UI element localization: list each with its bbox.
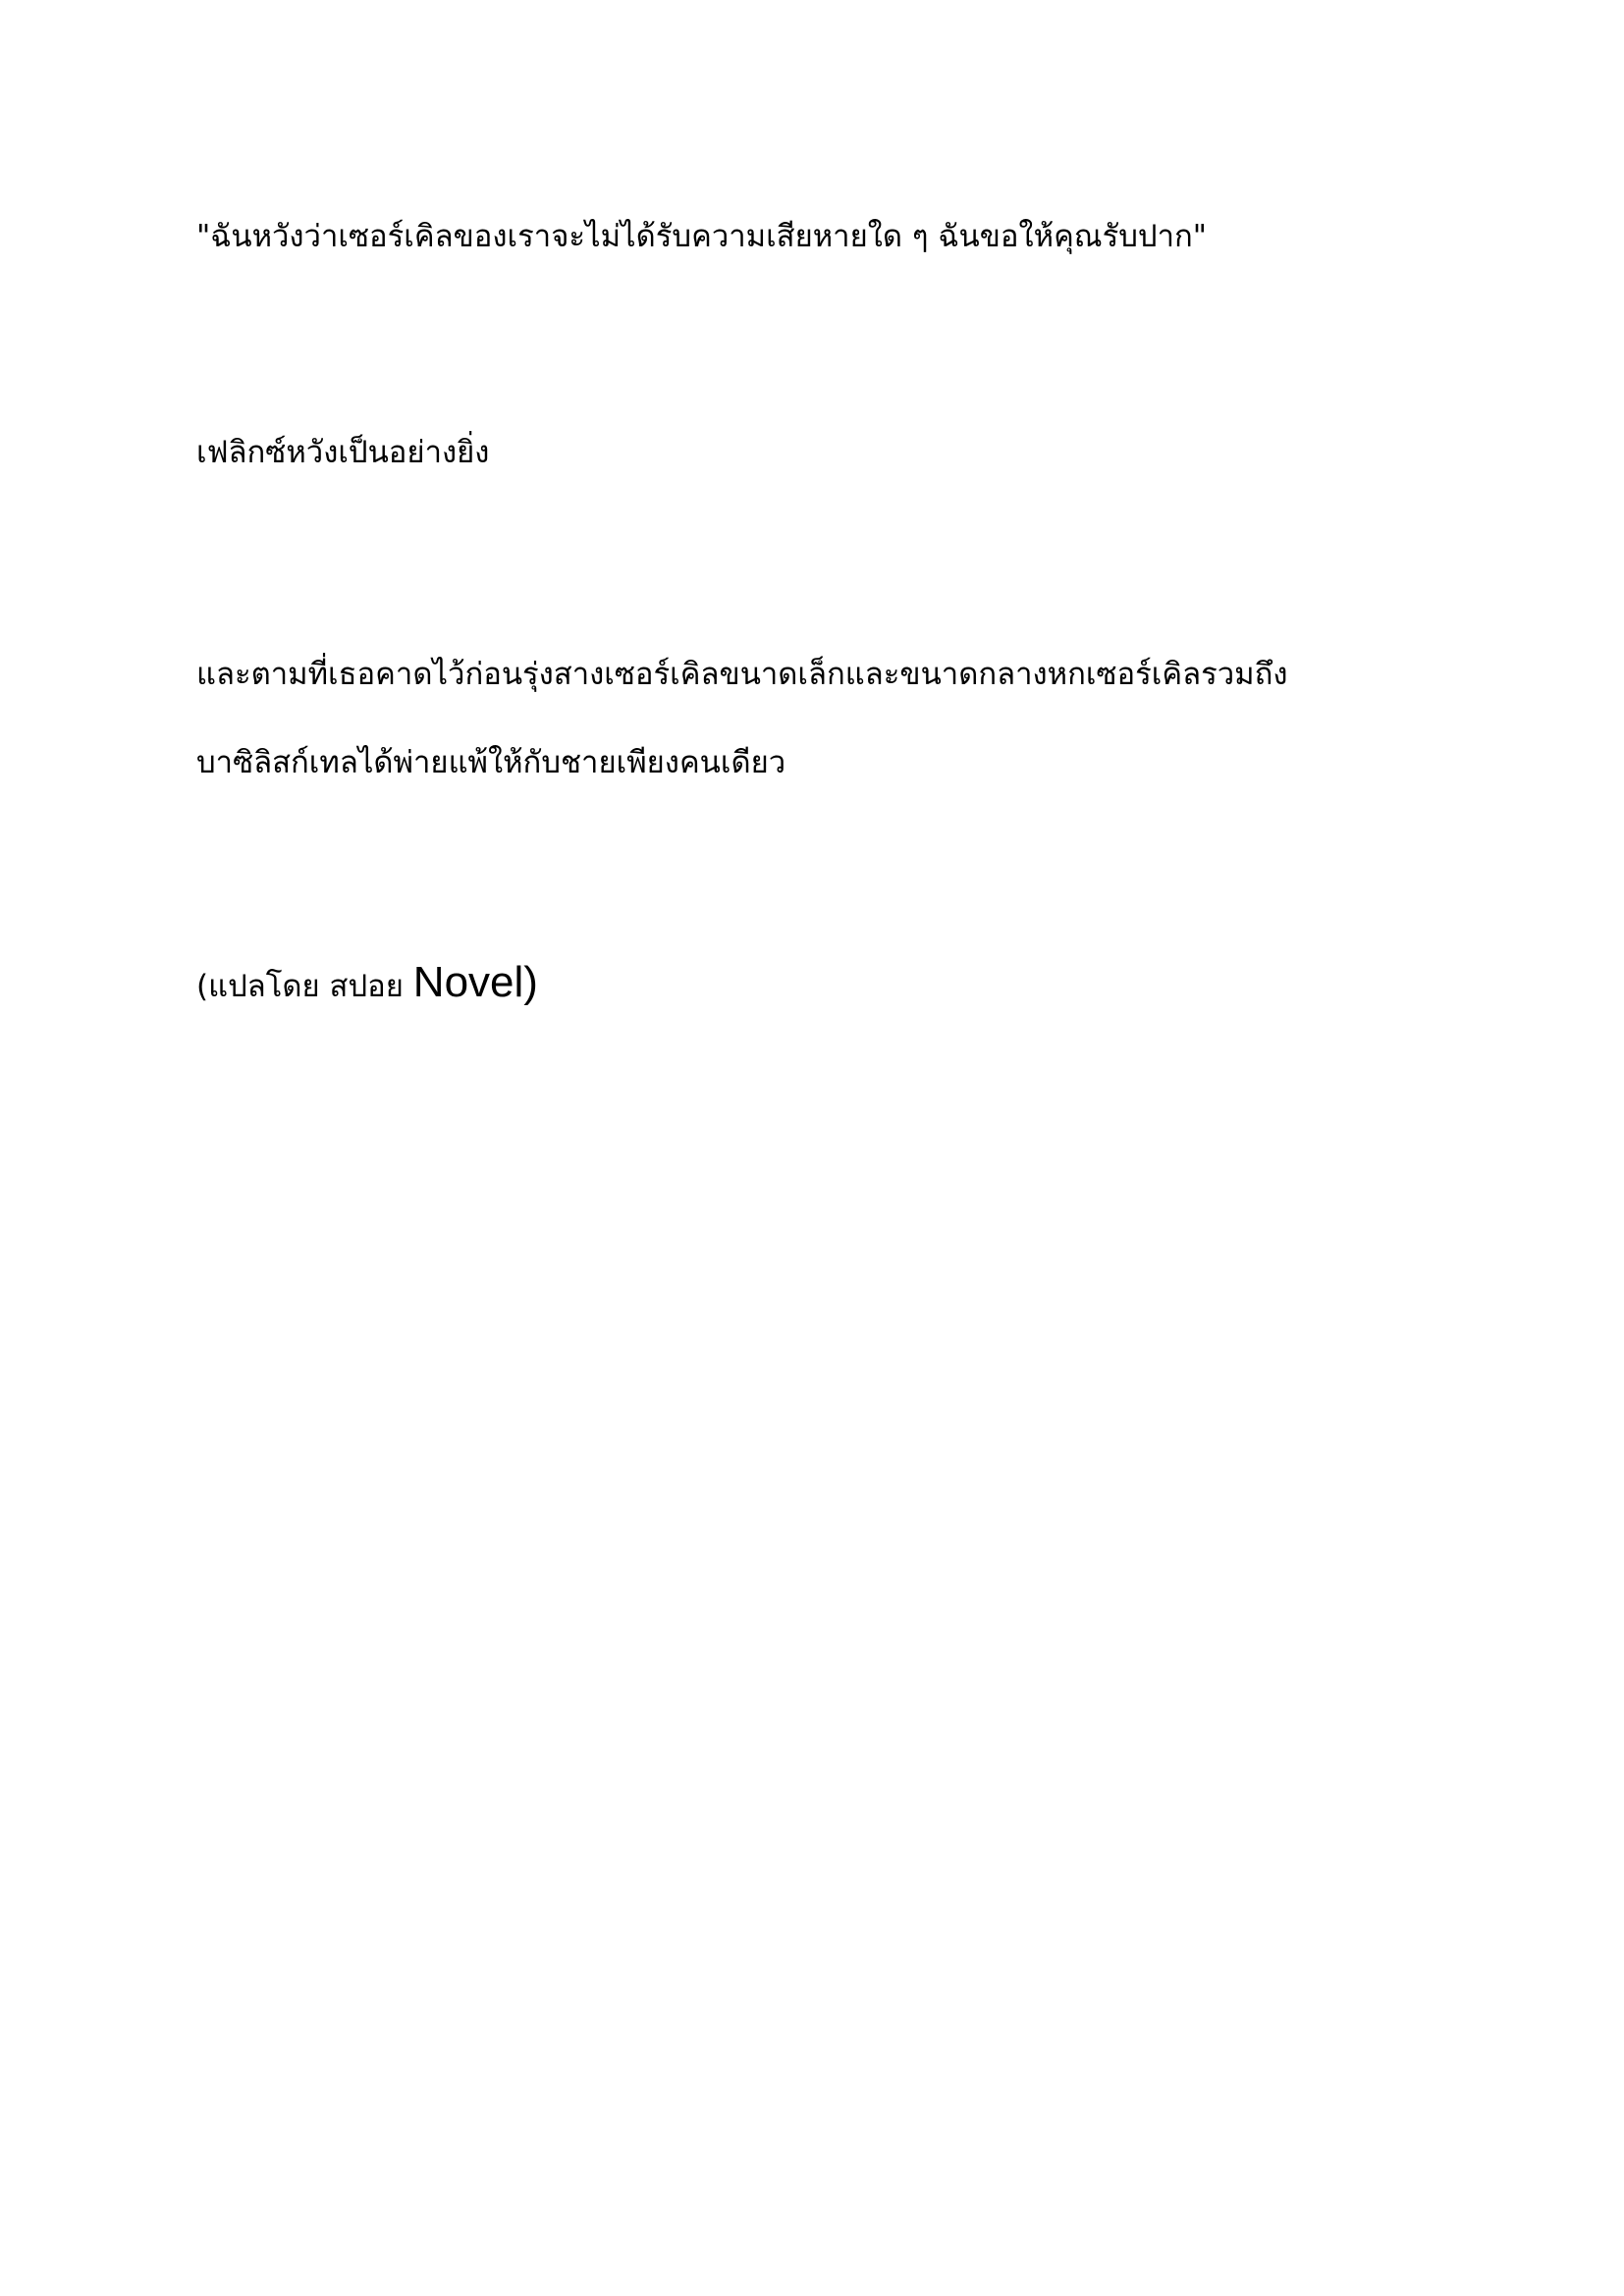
translator-credit [196,938,1473,1031]
credit-name: Novel) [412,958,538,1006]
paragraph-dialogue: "ฉันหวังว่าเซอร์เคิลของเราจะไม่ได้รับความเสียหายใด ๆ ฉันขอให้คุณรับปาก" [196,219,1208,254]
paragraph-narration: และตามที่เธอคาดไว้ก่อนรุ่งสางเซอร์เคิลขนาดเล็กและขนาดกลางหกเซอร์เคิลรวมถึง บาซิลิสก์เทลได้พ่ายแพ้ให้กับชายเพียงคนเดียว [196,657,1288,780]
paragraph-felix: เฟลิกซ์หวังเป็นอย่างยิ่ง [196,435,490,470]
credit-prefix: (แปลโดย สปอย [196,969,413,1004]
